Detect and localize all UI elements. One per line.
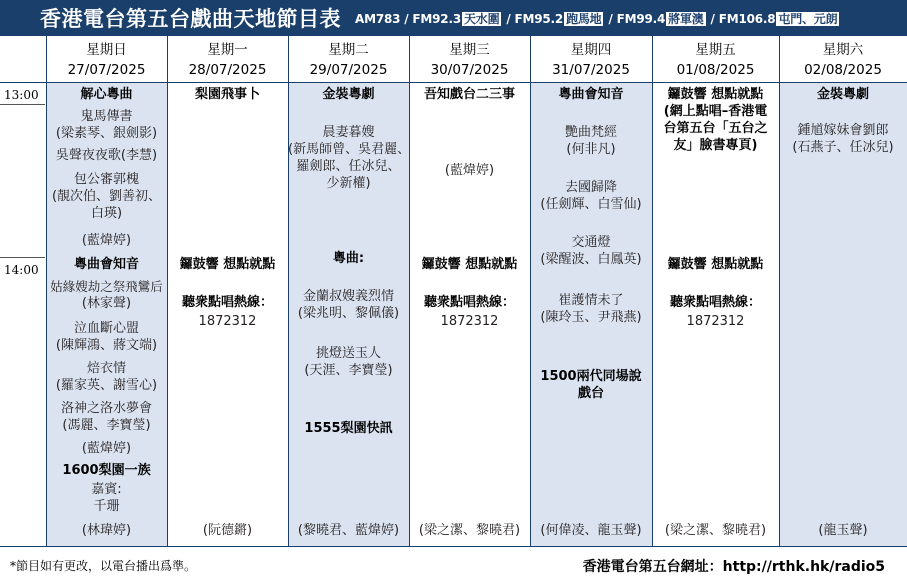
day-header-thu <box>530 36 652 82</box>
day-date: 01/08/2025 <box>676 62 755 78</box>
song-title: 焙衣情 <box>86 361 126 376</box>
fm-location-1: 天水圍 <box>463 12 500 26</box>
column-divider <box>46 36 47 546</box>
program-host: (藍煒婷) <box>444 163 495 178</box>
time-label-1300: 13:00 <box>4 88 39 102</box>
fm-frequency-1: FM92.3 <box>412 12 461 26</box>
opera-title: 晨妻暮嫂 <box>322 125 375 140</box>
guest-name: 千珊 <box>93 499 120 514</box>
song-artists: (靚次伯、劉善初、 <box>51 189 162 204</box>
website-link[interactable]: 香港電台第五台網址：http://rthk.hk/radio5 <box>582 559 885 575</box>
song-title: 姑緣嫂劫之祭飛鸞后 <box>50 279 163 294</box>
footer <box>0 546 907 582</box>
page-title: 香港電台第五台戲曲天地節目表 <box>40 7 341 31</box>
fm-location-3: 將軍澳 <box>668 12 704 26</box>
column-divider <box>167 36 168 546</box>
program-title: 1600梨園一族 <box>62 463 151 478</box>
day-header-mon <box>167 36 288 82</box>
song-title: 吳聲夜夜歌(李慧) <box>55 148 158 163</box>
day-name: 星期二 <box>328 42 369 58</box>
program-host: (阮德鏘) <box>202 523 253 538</box>
song-title: 鬼馬傳書 <box>80 109 133 124</box>
column-divider <box>779 36 780 546</box>
column-divider <box>652 36 653 546</box>
fm-location-2: 跑馬地 <box>566 12 602 26</box>
song-title: 金蘭叔嫂義烈情 <box>302 289 394 304</box>
opera-cast: 少新權) <box>326 176 371 191</box>
column-divider <box>530 36 531 546</box>
saturday-programs <box>779 82 907 546</box>
day-date: 30/07/2025 <box>430 62 509 78</box>
day-header-sat <box>779 36 907 82</box>
opera-cast: (石燕子、任冰兒) <box>792 140 894 155</box>
program-title: 1555梨園快訊 <box>304 421 393 436</box>
header-divider <box>0 82 907 83</box>
program-title: 粵曲會知音 <box>73 257 139 272</box>
program-host: (藍煒婷) <box>81 441 132 456</box>
time-divider <box>0 104 45 105</box>
song-artists: (梁素琴、銀劍影) <box>55 126 158 141</box>
program-title: 金裝粵劇 <box>322 87 375 102</box>
day-date: 27/07/2025 <box>67 62 146 78</box>
frequency-list: AM783 / FM92.3 天水圍 / FM95.2 跑馬地 / FM99.4 將軍澳 / FM106.8 屯門、元朗 <box>355 12 838 26</box>
opera-title: 鍾馗嫁妹會劉郎 <box>797 123 889 138</box>
hotline-label: 聽衆點唱熱線： <box>423 295 515 310</box>
program-host: (梁之潔、黎曉君) <box>418 523 521 538</box>
day-name: 星期日 <box>86 42 127 58</box>
day-date: 02/08/2025 <box>804 62 882 78</box>
program-title: 鑼鼓響 想點就點 <box>179 257 276 272</box>
program-title-cont: 戲台 <box>577 386 604 401</box>
song-artists: (馮麗、李寶瑩) <box>62 418 151 433</box>
day-header-sun <box>46 36 167 82</box>
hotline-label: 聽衆點唱熱線： <box>669 295 761 310</box>
program-host: (龍玉聲) <box>818 523 868 538</box>
song-artists: 白瑛) <box>90 206 123 221</box>
song-artists: (羅家英、謝雪心) <box>55 378 158 393</box>
column-divider <box>288 36 289 546</box>
schedule-grid <box>0 36 907 546</box>
program-title: 解心粵曲 <box>80 87 133 102</box>
day-name: 星期一 <box>207 42 248 58</box>
day-name: 星期三 <box>449 42 490 58</box>
day-header-wed <box>409 36 530 82</box>
day-date: 29/07/2025 <box>309 62 388 78</box>
song-artists: (林家聲) <box>81 296 132 311</box>
song-artists: (陳輝鴻、蔣文端) <box>55 338 158 353</box>
fm-frequency-4: FM106.8 <box>718 12 776 26</box>
section-label: 粵曲: <box>332 251 365 266</box>
day-name: 星期五 <box>695 42 736 58</box>
fm-frequency-2: FM95.2 <box>514 12 564 26</box>
day-name: 星期六 <box>822 42 864 58</box>
program-subtitle: 友」臉書專頁) <box>673 138 758 153</box>
program-title: 1500兩代同場說 <box>540 369 642 384</box>
song-title: 挑燈送玉人 <box>315 346 381 361</box>
program-title: 鑼鼓響 想點就點 <box>667 87 764 102</box>
sunday-programs <box>46 82 167 546</box>
song-title: 交通燈 <box>571 235 611 250</box>
wednesday-programs <box>409 82 530 546</box>
program-title: 鑼鼓響 想點就點 <box>667 257 764 272</box>
header-banner <box>0 0 907 36</box>
program-host: (黎曉君、藍煒婷) <box>297 523 400 538</box>
day-header-fri <box>652 36 779 82</box>
song-artists: (梁醒波、白鳳英) <box>540 252 642 267</box>
song-title: 包公審郭槐 <box>73 172 139 187</box>
time-label-1400: 14:00 <box>4 263 39 277</box>
song-title: 洛神之洛水夢會 <box>60 401 152 416</box>
hotline-label: 聽衆點唱熱線： <box>181 295 273 310</box>
opera-cast: (新馬師曾、吳君麗、 <box>288 142 411 157</box>
guest-label: 嘉賓: <box>91 482 122 497</box>
time-divider <box>0 257 45 258</box>
hotline-number: 1872312 <box>198 314 257 329</box>
day-date: 31/07/2025 <box>552 62 630 78</box>
day-header-tue <box>288 36 409 82</box>
program-host: (何偉凌、龍玉聲) <box>540 523 642 538</box>
thursday-programs <box>530 82 652 546</box>
tuesday-programs <box>288 82 409 546</box>
hotline-number: 1872312 <box>686 314 745 329</box>
program-title: 粵曲會知音 <box>558 87 624 102</box>
am-frequency: AM783 <box>355 12 401 26</box>
opera-cast: 羅劍郎、任冰兒、 <box>296 159 401 174</box>
song-artists: (梁兆明、黎佩儀) <box>297 306 400 321</box>
hotline-number: 1872312 <box>440 314 499 329</box>
fm-location-4: 屯門、元朗 <box>778 12 838 26</box>
song-artists: (陳玲玉、尹飛燕) <box>540 310 642 325</box>
song-title: 泣血斷心盟 <box>73 321 139 336</box>
song-artists: (任劍輝、白雪仙) <box>540 197 642 212</box>
monday-programs <box>167 82 288 546</box>
program-subtitle: (網上點唱–香港電 <box>663 104 768 119</box>
program-subtitle: 台第五台「五台之 <box>663 121 768 136</box>
footer-note: *節目如有更改，以電台播出爲準。 <box>10 559 197 573</box>
program-title: 金裝粵劇 <box>816 87 869 102</box>
friday-programs <box>652 82 779 546</box>
song-title: 崔護情未了 <box>558 293 624 308</box>
program-title: 梨園飛事卜 <box>194 87 260 102</box>
program-host: (藍煒婷) <box>81 233 132 248</box>
column-divider <box>409 36 410 546</box>
song-artists: (何非凡) <box>566 142 616 157</box>
fm-frequency-3: FM99.4 <box>616 12 666 26</box>
song-artists: (天涯、李寶瑩) <box>304 363 393 378</box>
song-title: 艷曲梵經 <box>564 125 617 140</box>
day-name: 星期四 <box>570 42 612 58</box>
program-host: (梁之潔、黎曉君) <box>664 523 767 538</box>
program-host: (林瑋婷) <box>81 523 132 538</box>
song-title: 去國歸降 <box>564 180 617 195</box>
program-title: 吾知戲台二三事 <box>423 87 515 102</box>
program-title: 鑼鼓響 想點就點 <box>421 257 518 272</box>
day-date: 28/07/2025 <box>188 62 267 78</box>
